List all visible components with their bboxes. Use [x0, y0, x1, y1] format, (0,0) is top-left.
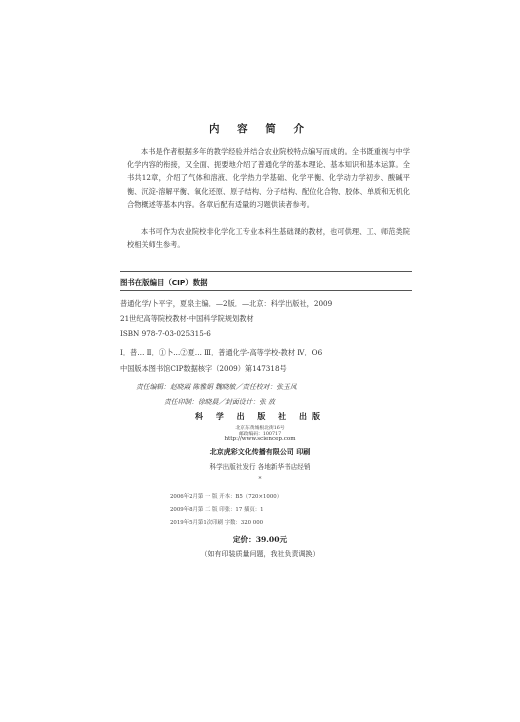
edition-line-1: 2006年2月第 一 版 开本：B5（720×1000）: [170, 494, 283, 500]
publisher-postcode: 邮政编码：100717: [238, 432, 282, 437]
summary-paragraph-1: 本书是作者根据多年的教学经验并结合农业院校特点编写而成的。全书既重视与中学化学内容的衔接，又全面、扼要地介绍了普通化学的基本理论、基本知识和基本运算。全书共12章，介绍了气体和溶液、化学热力学基础、化学平衡、化学动力学初步、酸碱平衡、沉淀-溶解平衡、氧化还原、原子结构、分子结构、配位化合物、胶体、单质和无机化合物概述等基本内容。各章后配有适量的习题供读者参考。: [127, 147, 410, 209]
staff-editors: 责任编辑：赵晓霞 陈雅娟 魏晓敏／责任校对：张玉凤: [136, 383, 297, 391]
staff-production: 责任印制：徐晓晨／封面设计：张 放: [164, 398, 275, 406]
publisher-url: http://www.sciencep.com: [224, 436, 296, 442]
divider-top: [120, 271, 412, 272]
edition-line-2: 2009年8月第 二 版 印张：17 插页：1: [170, 507, 264, 513]
separator-mark: *: [258, 476, 262, 483]
price-note: （如有印装质量问题，我社负责调换）: [200, 550, 320, 558]
price: 定价：39.00元: [232, 535, 288, 544]
cip-line-record-number: 中国版本图书馆CIP数据核字（2009）第147318号: [120, 364, 287, 373]
summary-paragraph-2: 本书可作为农业院校非化学化工专业本科生基础课的教材，也可供理、工、师范类院校相关师生参考。: [127, 227, 410, 250]
cip-line-classification: Ⅰ．普… Ⅱ．①卜…②夏… Ⅲ．普通化学-高等学校-教材 Ⅳ．O6: [120, 348, 323, 357]
summary-title: 内 容 简 介: [209, 123, 311, 135]
printer: 北京虎彩文化传播有限公司 印刷: [209, 447, 311, 456]
cip-line-title: 普通化学/卜平宇，夏泉主编．—2版．—北京：科学出版社，2009: [120, 299, 333, 308]
publisher-address: 北京东黄城根北街16号: [235, 426, 285, 431]
edition-line-3: 2019年5月第1次印刷 字数：320 000: [170, 520, 264, 526]
publisher-name: 科 学 出 版 社 出版: [195, 411, 325, 421]
cip-line-isbn: ISBN 978-7-03-025315-6: [120, 329, 211, 338]
cip-heading: 图书在版编目（CIP）数据: [120, 278, 208, 287]
cip-line-series: 21世纪高等院校教材·中国科学院规划教材: [120, 314, 254, 323]
distributor: 科学出版社发行 各地新华书店经销: [209, 463, 311, 471]
divider-cip: [120, 290, 412, 291]
